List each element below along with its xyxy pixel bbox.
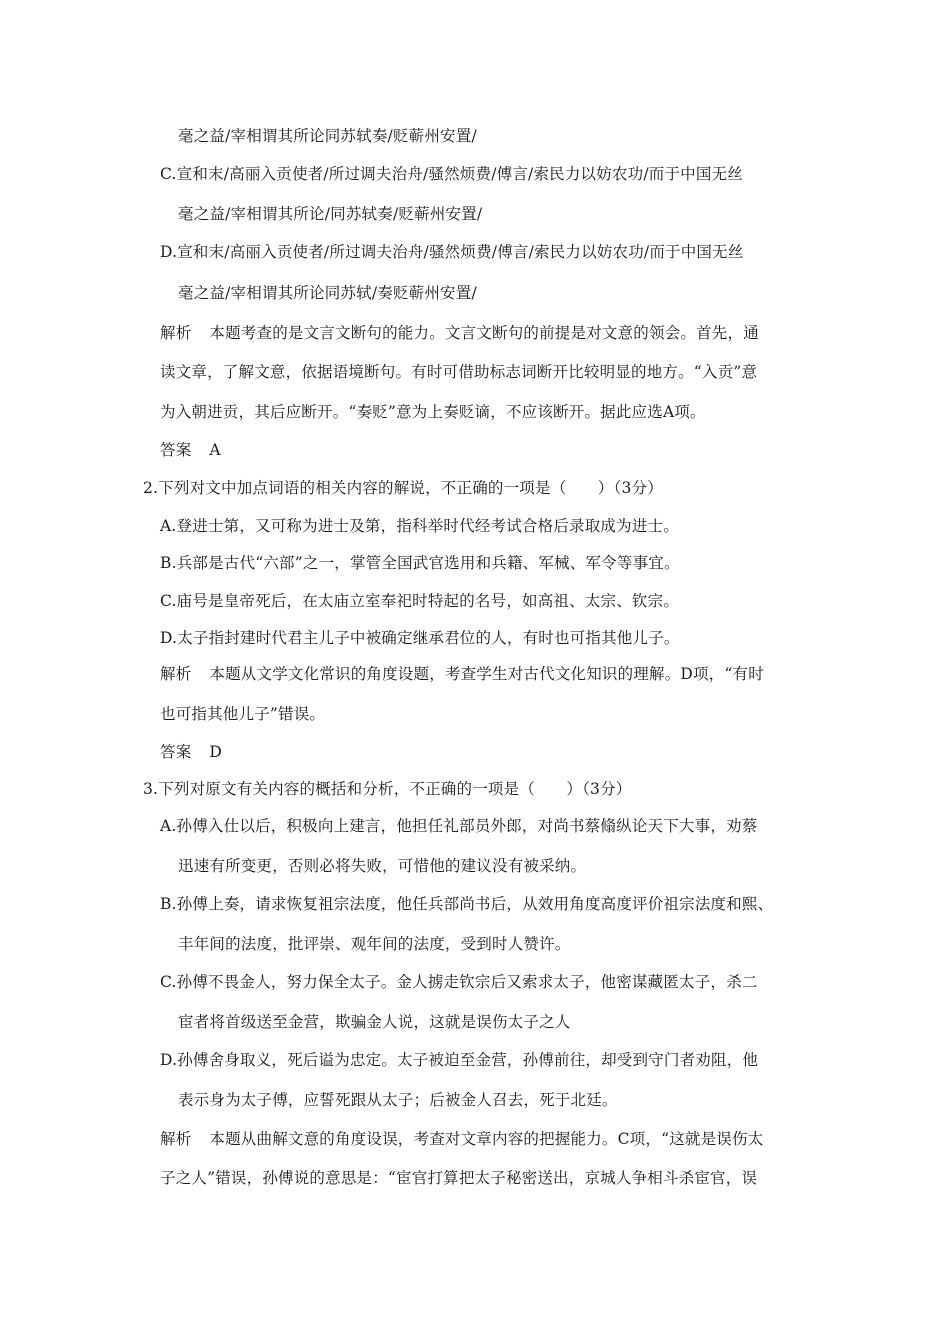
q3-stem: 3.下列对原文有关内容的概括和分析，不正确的一项是（ ）（3分） [143,780,632,798]
q1-option-b-continuation: 毫之益/宰相谓其所论同苏轼奏/贬蕲州安置/ [178,127,477,145]
q3-option-a: A.孙傅入仕以后，积极向上建言，他担任礼部员外郎，对尚书蔡翛纵论天下大事，劝蔡 [160,817,758,835]
q2-analysis-line-1 [160,664,764,684]
q3-option-d: D.孙傅舍身取义，死后谥为忠定。太子被迫至金营，孙傅前往，却受到守门者劝阻，他 [160,1051,759,1069]
q2-stem: 2.下列对文中加点词语的相关内容的解说，不正确的一项是（ ）（3分） [143,479,663,497]
analysis-label: 解析 [160,665,192,683]
answer-label: 答案 [160,743,192,761]
answer-value: D [209,743,223,761]
q1-analysis-line-3: 为入朝进贡，其后应断开。“奏贬”意为上奏贬谪，不应该断开。据此应选A项。 [160,403,706,421]
analysis-text: 本题考查的是文言文断句的能力。文言文断句的前提是对文意的领会。首先，通 [209,324,759,342]
q2-option-d: D.太子指封建时代君主儿子中被确定继承君位的人，有时也可指其他儿子。 [160,629,680,647]
q3-option-b: B.孙傅上奏，请求恢复祖宗法度，他任兵部尚书后，从效用角度高度评价祖宗法度和熙、 [160,895,774,913]
q3-option-c-continuation: 宦者将首级送至金营，欺骗金人说，这就是误伤太子之人 [178,1013,571,1031]
q3-analysis-line-2: 子之人”错误，孙傅说的意思是：“宦官打算把太子秘密送出，京城人争相斗杀宦官，误 [160,1169,758,1187]
q2-analysis-line-2: 也可指其他儿子”错误。 [160,705,326,723]
q1-analysis-line-2: 读文章，了解文意，依据语境断句。有时可借助标志词断开比较明显的地方。“入贡”意 [160,363,758,381]
answer-value: A [209,441,221,459]
q3-option-a-continuation: 迅速有所变更，否则必将失败，可惜他的建议没有被采纳。 [178,857,587,875]
q2-option-b: B.兵部是古代“六部”之一，掌管全国武官选用和兵籍、军械、军令等事宜。 [160,554,680,572]
q1-option-c: C.宣和末/高丽入贡使者/所过调夫治舟/骚然烦费/傅言/索民力以妨农功/而于中国无丝 [160,165,743,183]
analysis-label: 解析 [160,1130,192,1148]
analysis-label: 解析 [160,324,192,342]
q2-option-a: A.登进士第，又可称为进士及第，指科举时代经考试合格后录取成为进士。 [160,517,679,535]
q3-option-d-continuation: 表示身为太子傅，应誓死跟从太子；后被金人召去，死于北廷。 [178,1091,618,1109]
analysis-text: 本题从文学文化常识的角度设题，考查学生对古代文化知识的理解。D项，“有时 [209,665,764,683]
q3-analysis-line-1 [160,1129,763,1149]
q2-answer [160,742,222,762]
q1-option-d: D.宣和末/高丽入贡使者/所过调夫治舟/骚然烦费/傅言/索民力以妨农功/而于中国无丝 [160,243,744,261]
q3-option-c: C.孙傅不畏金人，努力保全太子。金人掳走钦宗后又索求太子，他密谋藏匿太子，杀二 [160,973,758,991]
answer-label: 答案 [160,441,192,459]
q1-analysis-line-1 [160,323,759,343]
q1-answer [160,440,221,460]
q2-option-c: C.庙号是皇帝死后，在太庙立室奉祀时特起的名号，如高祖、太宗、钦宗。 [160,592,680,610]
analysis-text: 本题从曲解文意的角度设误，考查对文章内容的把握能力。C项，“这就是误伤太 [209,1130,764,1148]
q1-option-c-continuation: 毫之益/宰相谓其所论/同苏轼奏/贬蕲州安置/ [178,205,483,223]
q3-option-b-continuation: 丰年间的法度，批评崇、观年间的法度，受到时人赞许。 [178,935,571,953]
q1-option-d-continuation: 毫之益/宰相谓其所论同苏轼/奏贬蕲州安置/ [178,284,477,302]
